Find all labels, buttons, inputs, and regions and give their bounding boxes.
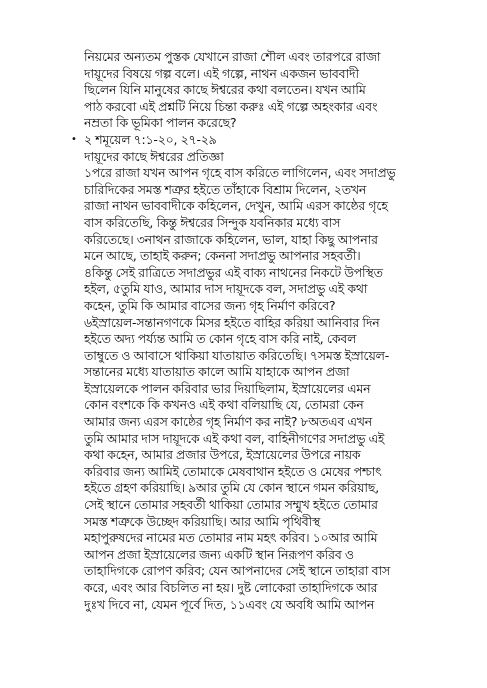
intro-line: নম্রতা কি ভূমিকা পালন করেছে? [84,115,237,131]
body-line: সমস্ত শত্রুকে উচ্ছেদ করিয়াছি। আর আমি পৃথিবীস্থ [84,513,321,529]
body-line: দুঃখ দিবে না, যেমন পূর্বে দিত, ১১এবং যে অবধি আমি আপন [84,596,375,612]
passage-heading: দায়ূদের কাছে ঈশ্বরের প্রতিজ্ঞা [84,148,224,164]
intro-line: নিয়মের অন্যতম পুস্তক যেখানে রাজা শৌল এবং তারপরে রাজা [84,49,381,64]
body-line: হইতে অদ্য পর্য্যন্ত আমি ত কোন গৃহে বাস করি নাই, কেবল [84,331,357,347]
body-line: মনে আছে, তাহাই করুন; কেননা সদাপ্রভু আপনার সহবর্তী। [84,248,361,264]
body-line: তুমি আমার দাস দায়ূদকে এই কথা বল, বাহিনীগণের সদাপ্রভু এই [84,430,385,446]
body-line: চারিদিকের সমস্ত শত্রুর হইতে তাঁহাকে বিশ্রাম দিলেন, ২তখন [84,181,367,197]
body-line: ৪কিন্তু সেই রাত্রিতে সদাপ্রভুর এই বাক্য নাথনের নিকটে উপস্থিত [84,264,383,280]
body-line: করিতেছে। ৩নাথন রাজাকে কহিলেন, ভাল, যাহা কিছু আপনার [84,231,378,247]
body-line: রাজা নাথন ভাববাদীকে কহিলেন, দেখুন, আমি এরস কাষ্ঠের গৃহে [84,198,388,214]
body-line: ১পরে রাজা যখন আপন গৃহে বাস করিতে লাগিলেন, এবং সদাপ্রভু [84,165,396,181]
body-line: হইল, ৫তুমি যাও, আমার দাস দায়ূদকে বল, সদাপ্রভু এই কথা [84,281,368,297]
scripture-reference: ২ শমূয়েল ৭:১-২০, ২৭-২৯ [84,131,217,147]
body-line: কহেন, তুমি কি আমার বাসের জন্য গৃহ নির্মাণ করিবে? [84,297,336,313]
body-line: করিবার জন্য আমিই তোমাকে মেষবাথান হইতে ও মেষের পশ্চাৎ [84,463,382,479]
body-line: হইতে গ্রহণ করিয়াছি। ৯আর তুমি যে কোন স্থানে গমন করিয়াছ, [84,480,379,496]
body-line: মহাপুরুষদের নামের মত তোমার নাম মহৎ করিব। ১০আর আমি [84,530,378,546]
body-line: কথা কহেন, আমার প্রজার উপরে, ইস্রায়েলের উপরে নায়ক [84,447,361,463]
bullet-icon: • [71,133,77,145]
body-line: সেই স্থানে তোমার সহবর্তী থাকিয়া তোমার সম্মুখ হইতে তোমার [84,497,378,513]
body-line: আমার জন্য এরস কাষ্ঠের গৃহ নির্মাণ কর নাই? ৮অতএব এখন [84,414,372,430]
body-line: সন্তানের মধ্যে যাতায়াত কালে আমি যাহাকে আপন প্রজা [84,364,350,380]
intro-line: পাঠ করবো এই প্রশ্নটি নিয়ে চিন্তা করুঃ এই গল্পে অহংকার এবং [84,98,378,114]
body-line: ইস্রায়েলকে পালন করিবার ভার দিয়াছিলাম, ইস্রায়েলের এমন [84,380,371,396]
body-line: তাম্বুতে ও আবাসে থাকিয়া যাতায়াত করিতেছি। ৭সমস্ত ইস্রায়েল- [84,347,390,363]
intro-line: দায়ূদের বিষয়ে গল্প বলে। এই গল্পে, নাথন একজন ভাববাদী [84,65,359,81]
body-line: করে, এবং আর বিচলিত না হয়। দুষ্ট লোকেরা তাহাদিগকে আর [84,580,378,595]
body-line: কোন বংশকে কি কখনও এই কথা বলিয়াছি যে, তোমরা কেন [84,397,364,413]
body-line: তাহাদিগকে রোপণ করিব; যেন আপনাদের সেই স্থানে তাহারা বাস [84,563,390,579]
body-line: ৬ইস্রায়েল-সন্তানগণকে মিসর হইতে বাহির করিয়া আনিবার দিন [84,314,380,330]
body-line: বাস করিতেছি, কিন্তু ঈশ্বরের সিন্দুক যবনিকার মধ্যে বাস [84,214,341,230]
body-line: আপন প্রজা ইস্রায়েলের জন্য একটি স্থান নিরূপণ করিব ও [84,546,354,562]
intro-line: ছিলেন যিনি মানুষের কাছে ঈশ্বরের কথা বলতেন। যখন আমি [84,82,366,98]
reference-row [71,131,456,149]
scripture-text [71,49,456,613]
